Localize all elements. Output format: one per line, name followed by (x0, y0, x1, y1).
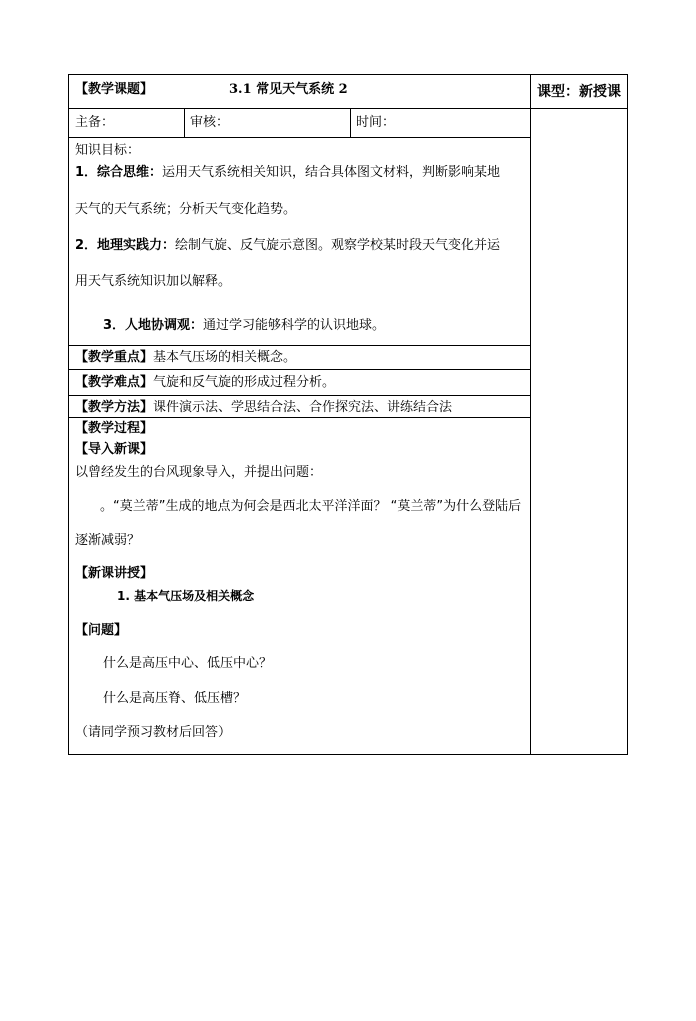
difficulty-text: 气旋和反气旋的形成过程分析。 (153, 375, 336, 390)
row-divider-keypoint (68, 369, 531, 370)
key-point (75, 350, 296, 366)
table-border-bottom (68, 754, 627, 755)
new-lesson-heading: 【新课讲授】 (75, 566, 154, 581)
objective-2-text: 绘制气旋、反气旋示意图。观察学校某时段天气变化并运 (175, 238, 501, 253)
objective-1-text: 运用天气系统相关知识，结合具体图文材料，判断影响某地 (162, 165, 501, 180)
objective-1-line2: 天气的天气系统；分析天气变化趋势。 (75, 202, 297, 217)
topic-title: 3.1 常见天气系统 2 (229, 82, 348, 97)
column-divider-main (530, 74, 531, 755)
objective-3-text: 通过学习能够科学的认识地球。 (203, 318, 386, 333)
table-border-right (627, 74, 628, 755)
objective-2-label: 2．地理实践力： (75, 238, 176, 253)
question-1: 什么是高压中心、低压中心？ (103, 656, 273, 671)
row-divider-difficulty (68, 395, 531, 396)
difficulty-label: 【教学难点】 (75, 375, 154, 390)
objectives-heading: 知识目标： (75, 143, 141, 158)
row-divider-header (68, 108, 627, 109)
process-heading: 【教学过程】 (75, 421, 154, 436)
preview-note: （请同学预习教材后回答） (75, 725, 232, 740)
objective-2-line2: 用天气系统知识加以解释。 (75, 274, 232, 289)
reviewer-label: 审核： (190, 115, 230, 130)
objective-1 (75, 165, 500, 181)
lesson-type: 课型：新授课 (537, 84, 621, 100)
time-label: 时间： (356, 115, 396, 130)
method-text: 课件演示法、学思结合法、合作探究法、讲练结合法 (153, 400, 453, 415)
difficulty (75, 375, 335, 391)
method (75, 400, 452, 416)
intro-text: 以曾经发生的台风现象导入，并提出问题： (75, 465, 323, 480)
column-divider-info-1 (184, 108, 185, 138)
question-2: 什么是高压脊、低压槽？ (103, 691, 247, 706)
section-1-title: 1. 基本气压场及相关概念 (117, 589, 255, 603)
row-divider-method (68, 417, 531, 418)
preparer-label: 主备： (75, 115, 115, 130)
topic-label: 【教学课题】 (75, 82, 154, 97)
question-heading: 【问题】 (75, 623, 128, 638)
objective-1-label: 1．综合思维： (75, 165, 163, 180)
row-divider-info (68, 137, 531, 138)
objective-3 (103, 318, 385, 334)
table-border-top (68, 74, 627, 75)
method-label: 【教学方法】 (75, 400, 154, 415)
intro-question-line2: 逐渐减弱？ (75, 533, 141, 548)
column-divider-info-2 (350, 108, 351, 138)
row-divider-objectives (68, 345, 531, 346)
intro-heading: 【导入新课】 (75, 442, 154, 457)
objective-2 (75, 238, 500, 254)
intro-question-line1: 。“莫兰蒂”生成的地点为何会是西北太平洋洋面？ “莫兰蒂”为什么登陆后 (100, 499, 522, 514)
key-point-text: 基本气压场的相关概念。 (153, 350, 297, 365)
table-border-left (68, 74, 69, 755)
key-point-label: 【教学重点】 (75, 350, 154, 365)
objective-3-label: 3．人地协调观： (103, 318, 204, 333)
